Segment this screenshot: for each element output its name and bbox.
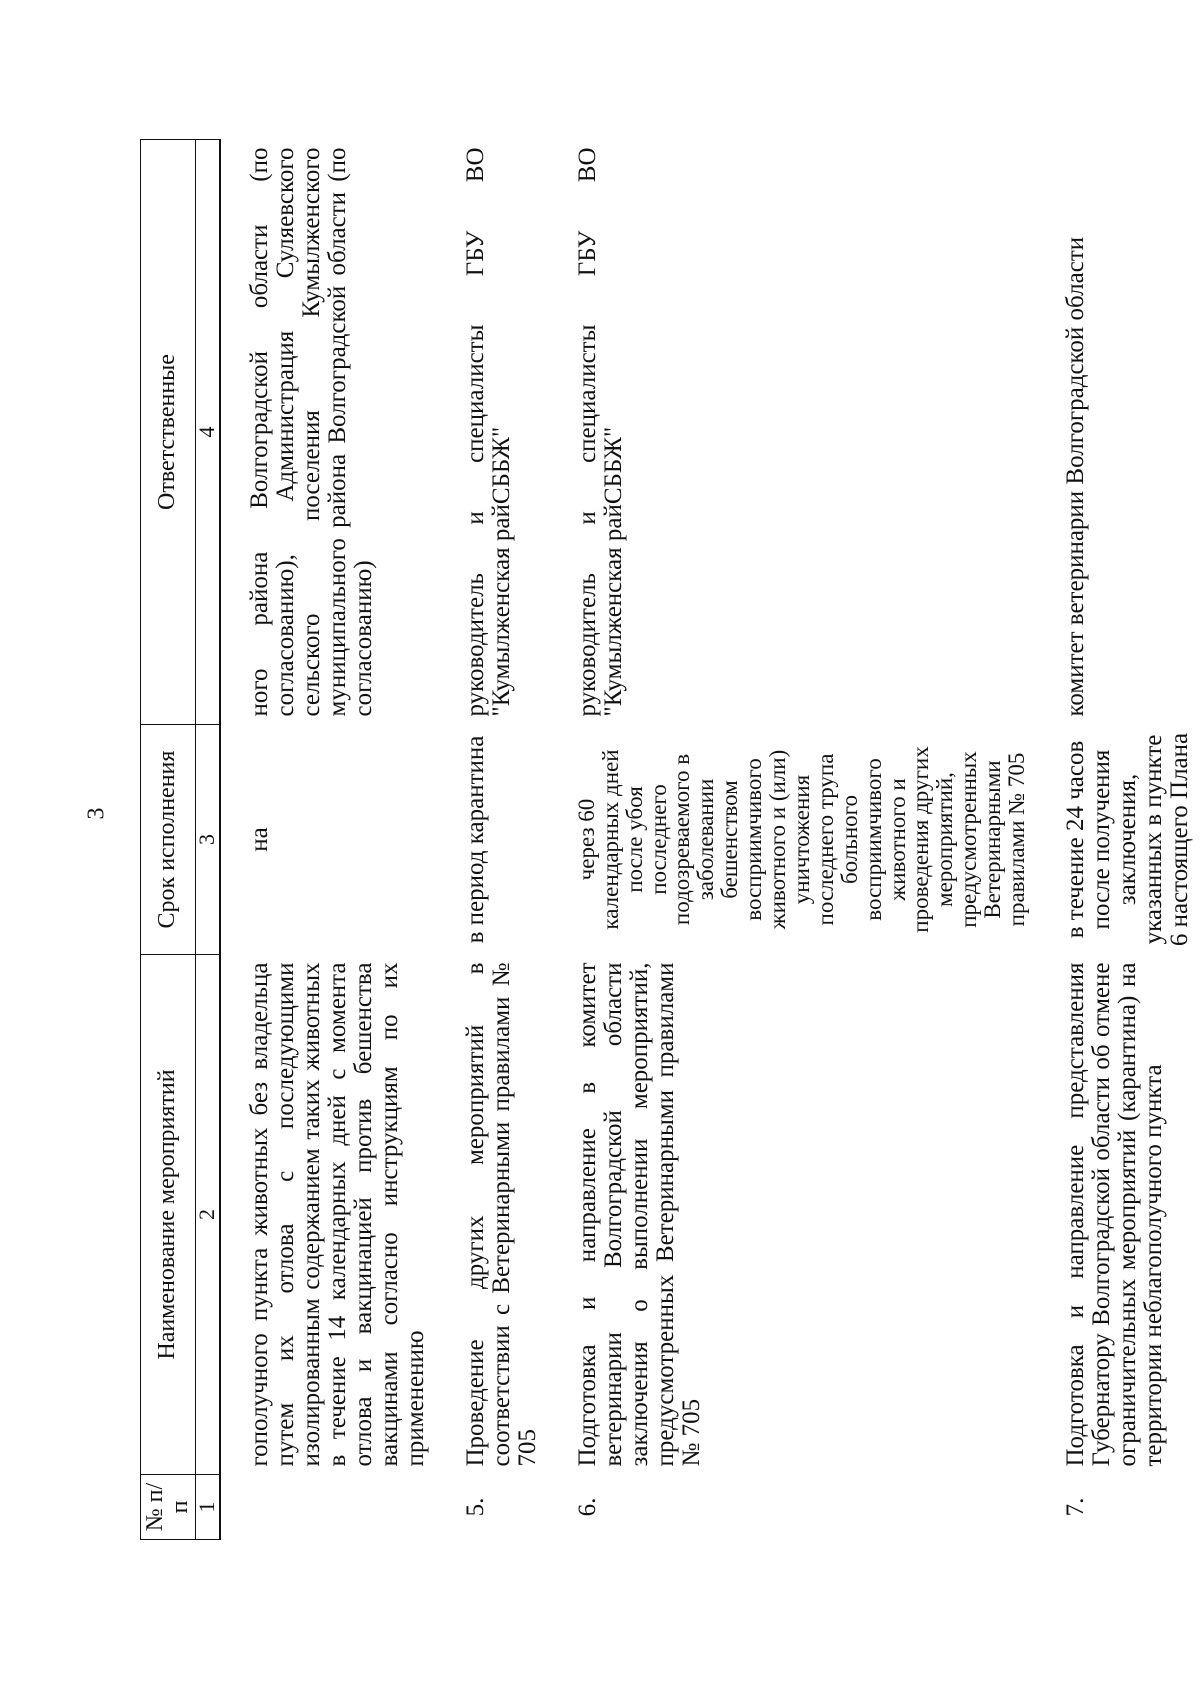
row-responsible: комитет ветеринарии Волгоградской области bbox=[1062, 236, 1089, 717]
row-responsible: руководитель и специалисты ГБУ ВО "Кумылженская райСББЖ" bbox=[461, 147, 515, 717]
header-action-name: Наименование мероприятий bbox=[141, 955, 196, 1475]
column-number: 1 bbox=[195, 1475, 219, 1540]
table-row bbox=[1037, 140, 1200, 1540]
row-action: гополучного пункта животных без владельца путем их отлова с последующими изолированным содержанием таких животных в течение 14 календарных дней с момента отлова и вакцинацией против бешенства вакцинами согласно инструкциям по их применению bbox=[245, 962, 429, 1467]
measures-plan-table bbox=[140, 139, 1200, 1540]
header-number: № п/п bbox=[141, 1475, 196, 1540]
header-responsible: Ответственные bbox=[141, 140, 196, 725]
row-number bbox=[220, 1475, 437, 1540]
table-row bbox=[220, 140, 437, 1540]
table-row bbox=[437, 140, 549, 1540]
row-deadline: в течение 24 часов после получения заключения, указанных в пункте 6 настоящего Плана bbox=[1062, 732, 1193, 947]
row-deadline: на bbox=[245, 827, 273, 852]
row-responsible: руководитель и специалисты ГБУ ВО "Кумылженская райСББЖ" bbox=[573, 147, 627, 717]
row-number: 6. bbox=[573, 1497, 601, 1517]
row-deadline: в период карантина bbox=[461, 735, 489, 944]
column-numbers-row bbox=[195, 140, 219, 1540]
table-row bbox=[549, 140, 1037, 1540]
row-number: 7. bbox=[1062, 1497, 1089, 1517]
row-action: Подготовка и направление представления Губернатору Волгоградской области об отмене ограничительных мероприятий (карантина) на территории неблагополучного пункта bbox=[1062, 962, 1167, 1467]
row-action: Подготовка и направление в комитет ветеринарии Волгоградской области заключения о выполнении мероприятий, предусмотренных Ветеринарными правилами № 705 bbox=[573, 962, 705, 1467]
table-header-row bbox=[141, 140, 196, 1540]
column-number: 2 bbox=[195, 955, 219, 1475]
row-number: 5. bbox=[461, 1497, 489, 1517]
header-deadline: Срок исполнения bbox=[141, 725, 196, 955]
row-deadline: через 60 календарных дней после убоя последнего подозреваемого в заболевании бешенством восприимчивого животного и (или) уничтожения последнего трупа больного восприимчивого животного и проведения других мероприятий, предусмотренных Ветеринарными правилами № 705 bbox=[573, 746, 1030, 933]
rotated-page-content bbox=[140, 140, 1200, 1540]
column-number: 3 bbox=[195, 725, 219, 955]
page-number: 3 bbox=[83, 807, 110, 820]
row-responsible: ного района Волгоградской области (по согласованию), Администрация Суляевского сельского поселения Кумылженского муниципального района Волгоградской области (по согласованию) bbox=[245, 147, 377, 717]
row-action: Проведение других мероприятий в соответствии с Ветеринарными правилами № 705 bbox=[461, 962, 541, 1467]
column-number: 4 bbox=[195, 140, 219, 725]
